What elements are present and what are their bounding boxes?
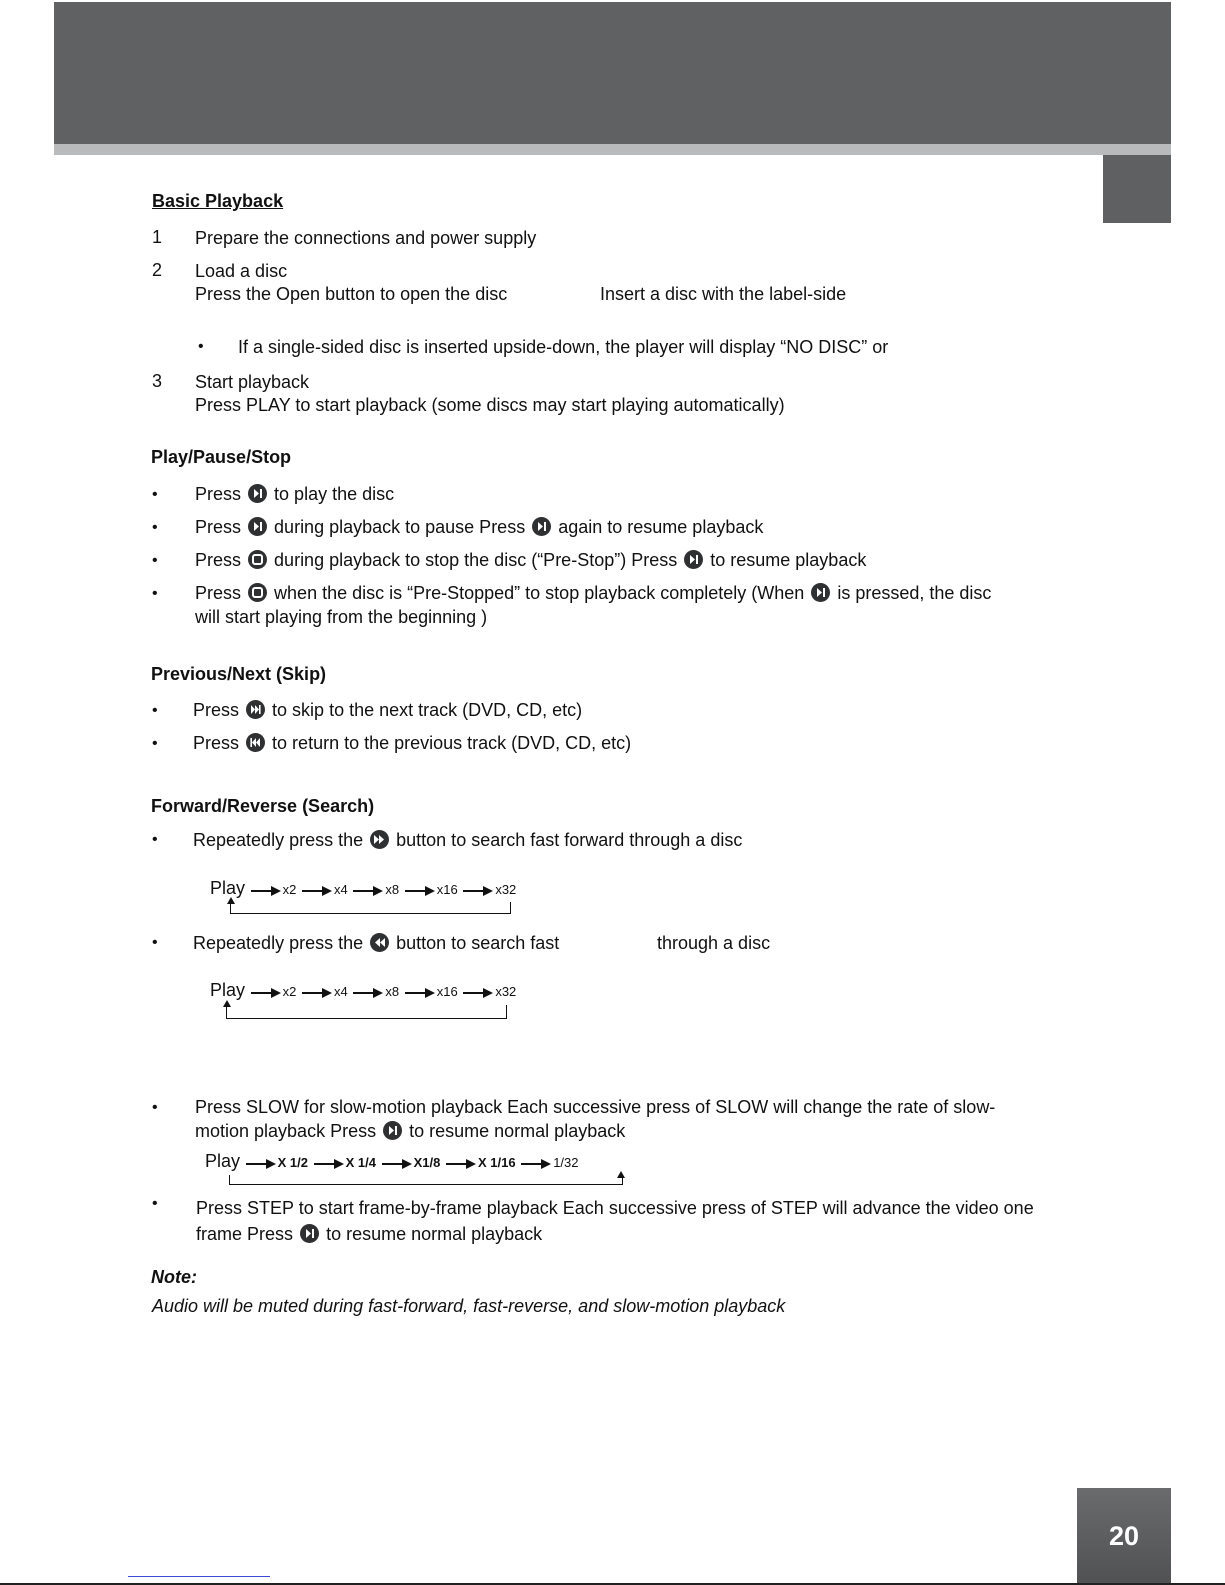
fast-forward-icon	[370, 830, 389, 849]
arrow-icon	[405, 988, 435, 998]
loop-bracket	[230, 902, 511, 914]
arrow-icon	[353, 886, 383, 896]
play-pause-icon	[300, 1224, 319, 1243]
step-number: 3	[152, 371, 163, 391]
step-number: 2	[152, 260, 163, 280]
footer-link-underline	[128, 1576, 270, 1577]
rewind-icon	[370, 933, 389, 952]
bullet: •	[198, 338, 204, 355]
bullet: •	[152, 552, 158, 569]
list-item: Press when the disc is “Pre-Stopped” to stop playback completely (When is pressed, the disc	[195, 583, 992, 603]
arrow-icon	[246, 1159, 276, 1169]
arrow-icon	[302, 886, 332, 896]
list-item: Press to play the disc	[195, 484, 395, 504]
slow-sequence: Play X 1/2 X 1/4 X1/8 X 1/16 1/32	[205, 1151, 579, 1171]
loop-arrow-icon	[223, 1000, 231, 1007]
bullet: •	[152, 519, 158, 536]
list-item: Press to skip to the next track (DVD, CD, etc)	[193, 700, 583, 720]
step-title: Load a disc	[195, 261, 288, 281]
list-item: Press SLOW for slow-motion playback Each successive press of SLOW will change the rate of slow-	[195, 1097, 996, 1117]
bullet: •	[152, 585, 158, 602]
list-item: Press during playback to pause Press again to resume playback	[195, 517, 764, 537]
loop-arrow-icon	[227, 897, 235, 904]
list-item: Repeatedly press the button to search fast	[193, 933, 560, 953]
header-strip	[54, 144, 1171, 155]
list-item: Press during playback to stop the disc (“Pre-Stop”) Press to resume playback	[195, 550, 867, 570]
list-item-continued: motion playback Press to resume normal playback	[195, 1121, 626, 1141]
arrow-icon	[251, 886, 281, 896]
section-tab	[1103, 155, 1171, 223]
step-title: Start playback	[195, 372, 310, 392]
step-text: Press the Open button to open the disc	[195, 284, 508, 304]
stop-icon	[248, 583, 267, 602]
bullet: •	[152, 702, 158, 719]
bullet: •	[152, 735, 158, 752]
bullet: •	[152, 486, 158, 503]
bullet-text: If a single-sided disc is inserted upside-down, the player will display “NO DISC” or	[238, 337, 889, 357]
arrow-icon	[302, 988, 332, 998]
loop-bracket	[229, 1175, 623, 1185]
step-text: Insert a disc with the label-side	[600, 284, 847, 304]
search-heading: Forward/Reverse (Search)	[151, 796, 375, 816]
skip-heading: Previous/Next (Skip)	[151, 664, 327, 684]
prev-icon	[246, 733, 265, 752]
play-pause-icon	[248, 484, 267, 503]
stop-icon	[248, 550, 267, 569]
play-pause-icon	[383, 1121, 402, 1140]
speed-sequence: Play x2 x4 x8 x16 x32	[210, 980, 517, 1000]
arrow-icon	[405, 886, 435, 896]
loop-bracket	[226, 1005, 507, 1019]
note-heading: Note:	[151, 1267, 197, 1287]
play-pause-stop-heading: Play/Pause/Stop	[151, 447, 292, 467]
loop-arrow-icon	[617, 1171, 625, 1178]
list-item-continued: will start playing from the beginning )	[195, 607, 488, 627]
step-text: Press PLAY to start playback (some discs may start playing automatically)	[195, 395, 785, 415]
arrow-icon	[463, 886, 493, 896]
play-pause-icon	[811, 583, 830, 602]
play-pause-icon	[684, 550, 703, 569]
list-item-text: through a disc	[657, 933, 771, 953]
arrow-icon	[353, 988, 383, 998]
step-text: Prepare the connections and power supply	[195, 228, 537, 248]
list-item: Repeatedly press the button to search fast forward through a disc	[193, 830, 743, 850]
list-item: Press STEP to start frame-by-frame playback Each successive press of STEP will advance the video one	[196, 1198, 1034, 1218]
note-text: Audio will be muted during fast-forward, fast-reverse, and slow-motion playback	[152, 1296, 786, 1316]
play-pause-icon	[532, 517, 551, 536]
arrow-icon	[521, 1159, 551, 1169]
list-item-continued: frame Press to resume normal playback	[196, 1224, 543, 1244]
bullet: •	[152, 831, 158, 848]
basic-playback-heading: Basic Playback	[152, 191, 284, 211]
bullet: •	[152, 1099, 158, 1116]
page-number: 20	[1077, 1488, 1171, 1585]
header-band	[54, 2, 1171, 144]
next-icon	[246, 700, 265, 719]
arrow-icon	[463, 988, 493, 998]
arrow-icon	[446, 1159, 476, 1169]
play-pause-icon	[248, 517, 267, 536]
step-number: 1	[152, 227, 163, 247]
bullet: •	[152, 934, 158, 951]
arrow-icon	[314, 1159, 344, 1169]
bullet: •	[152, 1195, 158, 1212]
arrow-icon	[251, 988, 281, 998]
list-item: Press to return to the previous track (DVD, CD, etc)	[193, 733, 632, 753]
arrow-icon	[382, 1159, 412, 1169]
speed-sequence: Play x2 x4 x8 x16 x32	[210, 878, 517, 898]
